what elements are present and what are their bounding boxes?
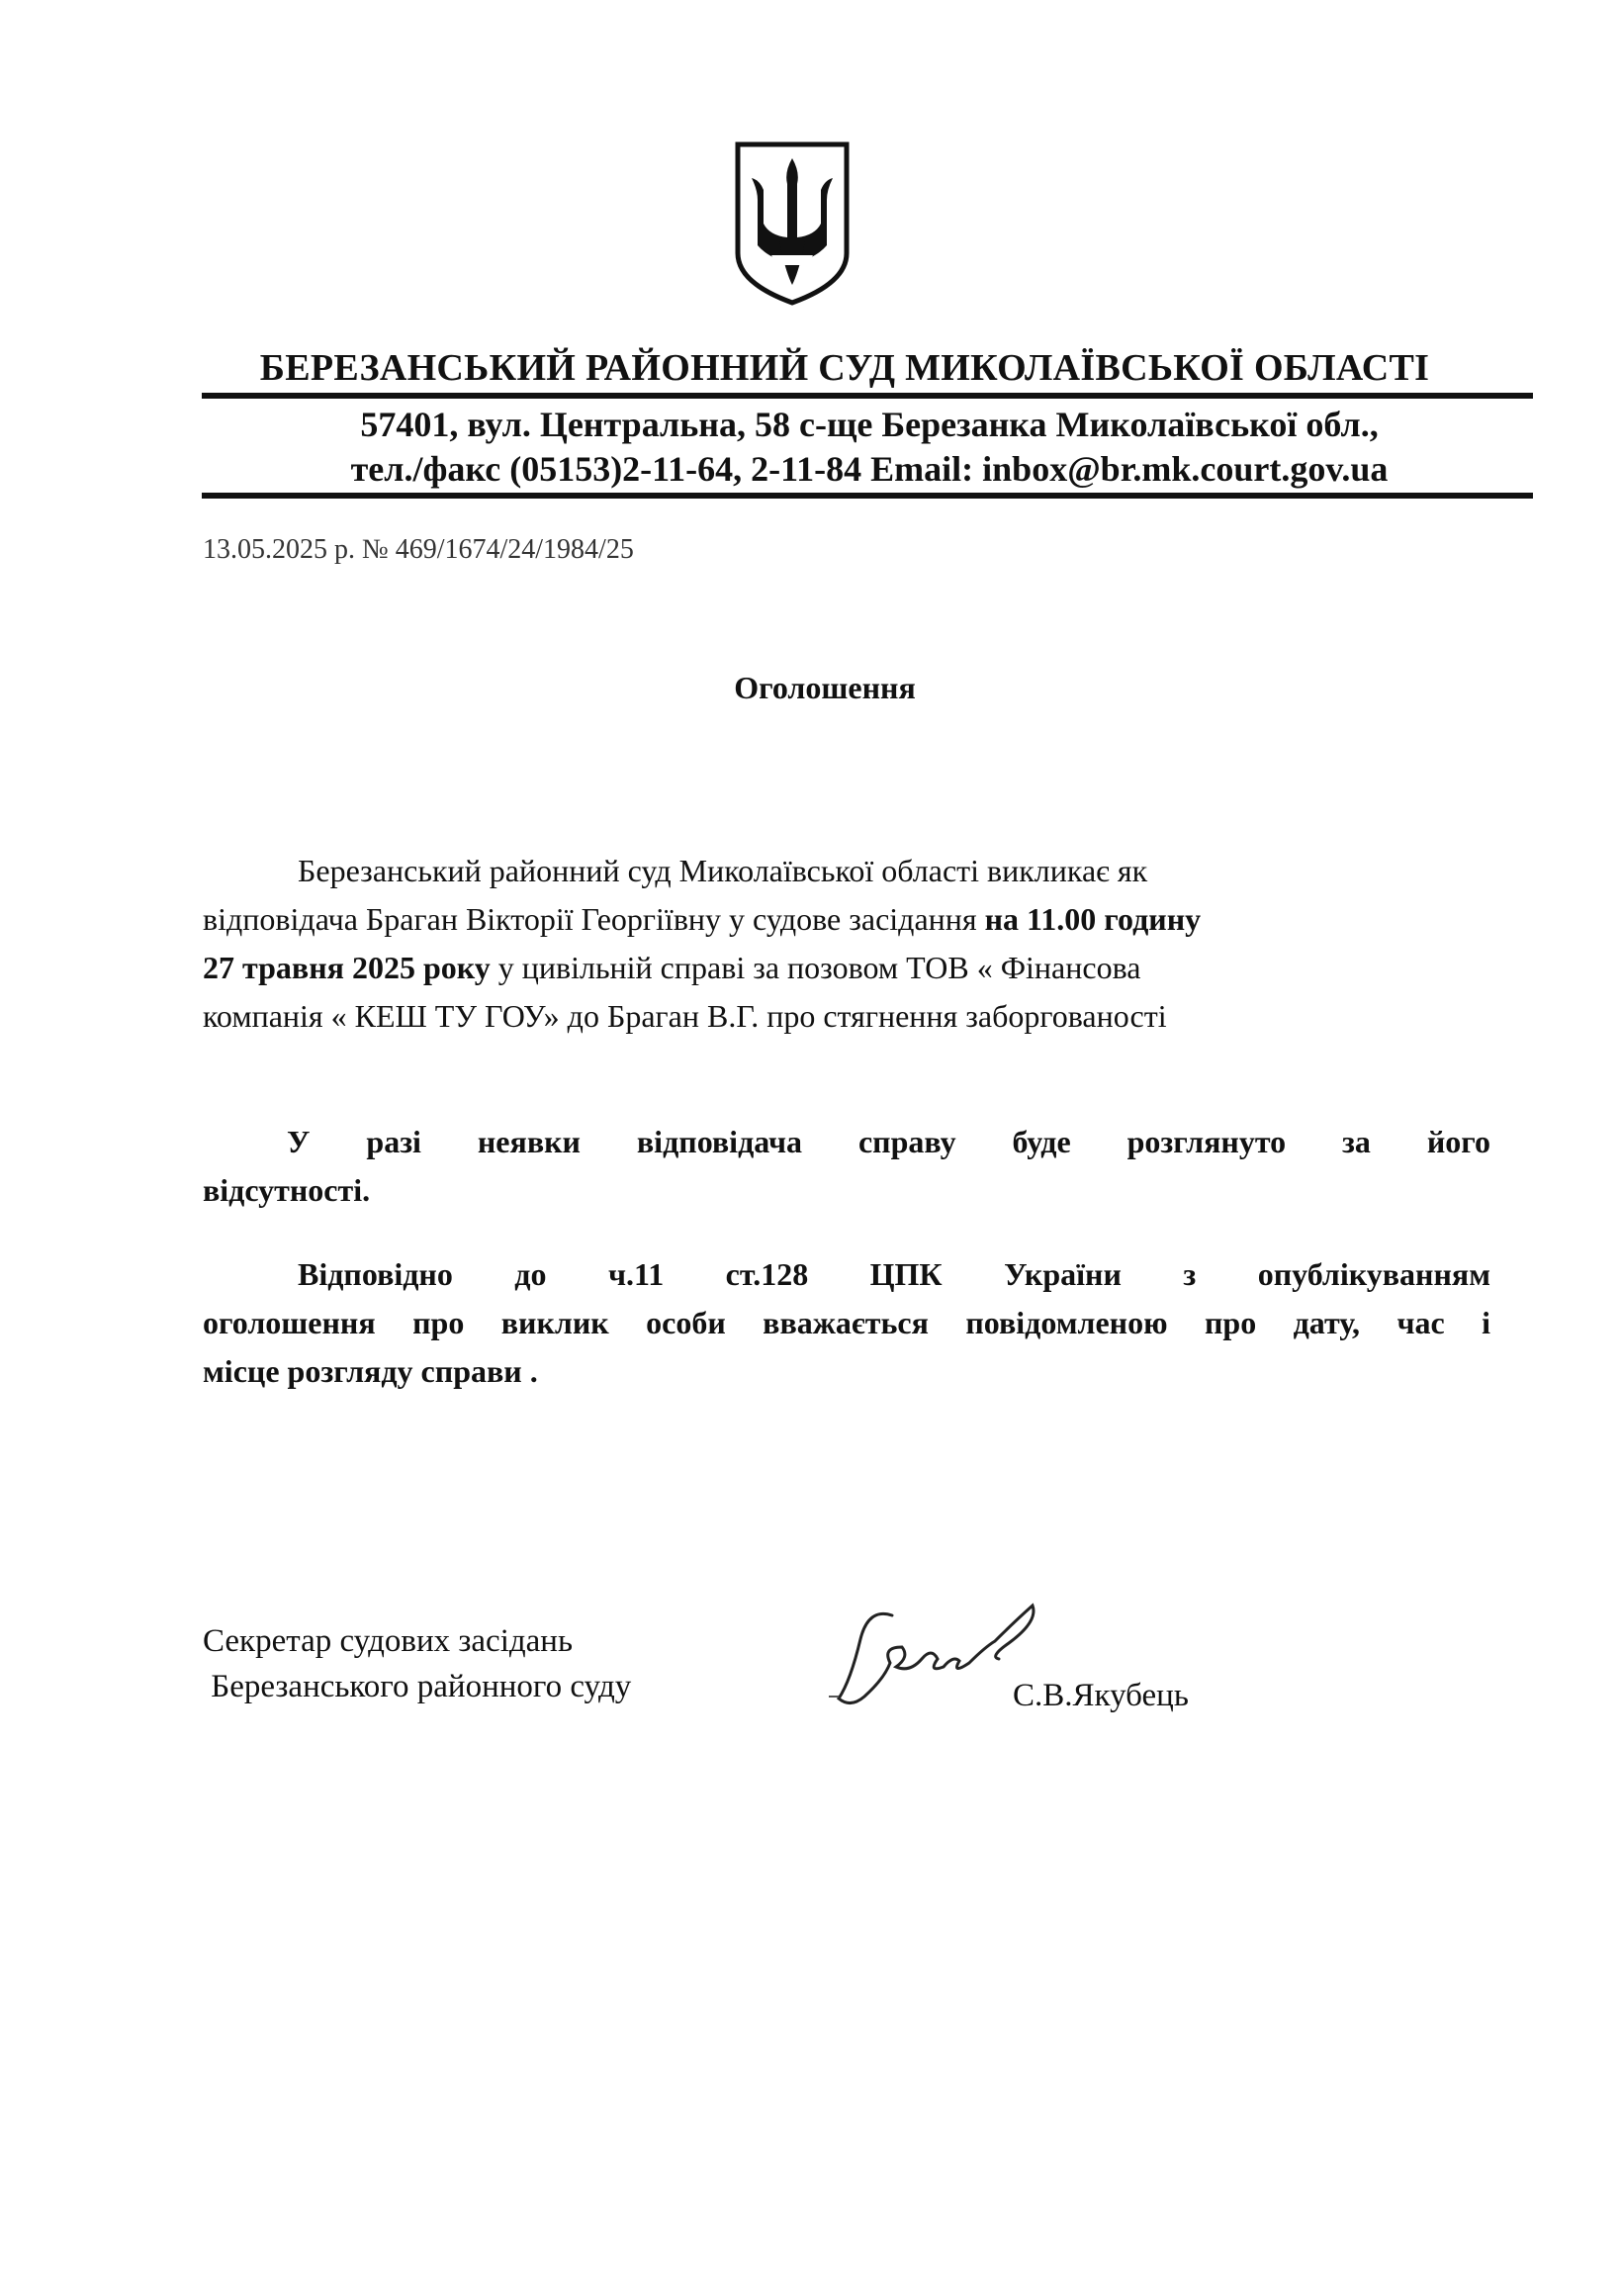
court-address: 57401, вул. Центральна, 58 с-ще Березанка Миколаївської обл.,	[360, 405, 1379, 444]
court-contacts: тел./факс (05153)2-11-64, 2-11-84 Email: inbox@br.mk.court.gov.ua	[350, 449, 1389, 489]
court-name: БЕРЕЗАНСЬКИЙ РАЙОННИЙ СУД МИКОЛАЇВСЬКОЇ ОБЛАСТІ	[259, 347, 1430, 389]
paragraph-line	[203, 895, 1490, 944]
trident-icon	[730, 138, 855, 307]
paragraph-line: У разі неявки відповідача справу буде розглянуто за його	[287, 1124, 1490, 1159]
hearing-date: 27 травня 2025 року	[203, 950, 491, 985]
document-title: Оголошення	[734, 670, 916, 705]
paragraph-line: відсутності.	[203, 1172, 371, 1208]
paragraph-line: компанія « КЕШ ТУ ГОУ» до Браган В.Г. про стягнення заборгованості	[203, 998, 1167, 1034]
announcement-paragraph	[203, 847, 1490, 1041]
hearing-time: на 11.00 годину	[984, 901, 1202, 937]
legal-basis-paragraph	[203, 1250, 1490, 1396]
position-line: Березанського районного суду	[203, 1669, 632, 1704]
paragraph-line: Березанський районний суд Миколаївської області викликає як	[298, 853, 1148, 888]
header-rule-bottom	[202, 493, 1533, 499]
header-rule-top	[202, 393, 1533, 399]
paragraph-line	[203, 944, 1490, 992]
signatory-name: С.В.Якубець	[1013, 1678, 1189, 1713]
document-reference: 13.05.2025 р. № 469/1674/24/1984/25	[203, 534, 634, 565]
plain-text: у цивільній справі за позовом ТОВ « Фінансова	[490, 950, 1141, 985]
plain-text: відповідача Браган Вікторії Георгіївну у судове засідання	[203, 901, 985, 937]
signatory-position	[203, 1618, 631, 1709]
paragraph-line: оголошення про виклик особи вважається повідомленою про дату, час і	[203, 1305, 1490, 1340]
paragraph-line: Відповідно до ч.11 ст.128 ЦПК України з опублікуванням	[298, 1256, 1490, 1292]
position-line: Секретар судових засідань	[203, 1623, 574, 1659]
absence-warning-paragraph	[203, 1118, 1490, 1215]
paragraph-line: місце розгляду справи .	[203, 1353, 538, 1389]
